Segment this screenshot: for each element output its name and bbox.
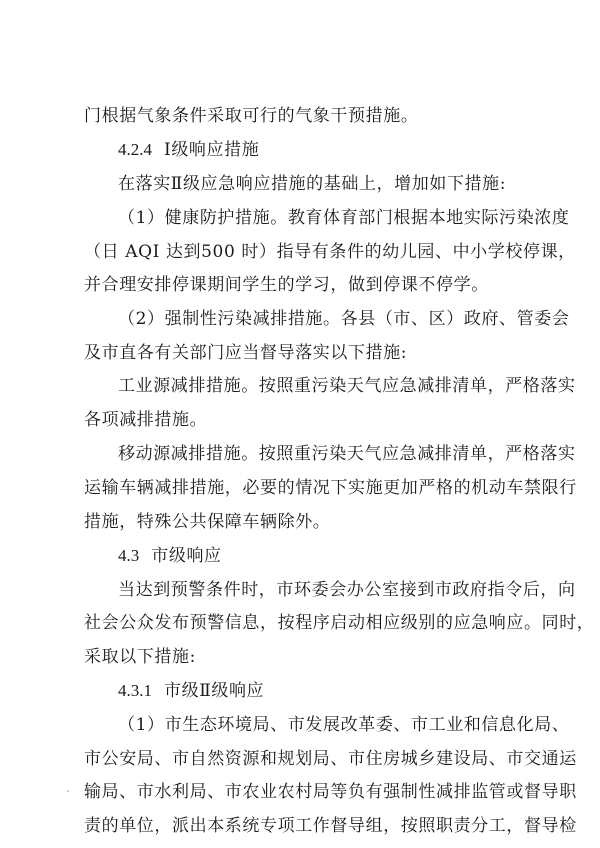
section-heading-4-2-4 (118, 139, 564, 161)
paragraph-line: 市公安局、市自然资源和规划局、市住房城乡建设局、市交通运 (84, 749, 577, 769)
paragraph-line: （1）健康防护措施。教育体育部门根据本地实际污染浓度 (118, 208, 570, 228)
paragraph-line: 工业源减排措施。按照重污染天气应急减排清单，严格落实 (118, 376, 576, 396)
paragraph-line: 及市直各有关部门应当督导落实以下措施: (84, 343, 408, 363)
section-number: 4.3 (118, 546, 140, 565)
paragraph-line: 采取以下措施: (84, 647, 196, 667)
section-title: Ⅰ级响应措施 (164, 140, 260, 160)
section-title: 市级响应 (151, 546, 222, 566)
paragraph-line: （日 AQI 达到500 时）指导有条件的幼儿园、中小学校停课， (84, 242, 576, 262)
paragraph-line: （1）市生态环境局、市发展改革委、市工业和信息化局、 (118, 715, 570, 735)
paragraph-line: 措施，特殊公共保障车辆除外。 (84, 512, 331, 532)
scan-speck (67, 790, 69, 792)
paragraph-line: 在落实Ⅱ级应急响应措施的基础上，增加如下措施: (118, 174, 507, 194)
paragraph-line: 当达到预警条件时，市环委会办公室接到市政府指令后，向 (118, 580, 576, 600)
paragraph-line: 责的单位，派出本系统专项工作督导组，按照职责分工，督导检 (84, 816, 577, 836)
paragraph-line: 并合理安排停课期间学生的学习，做到停课不停学。 (84, 275, 489, 295)
paragraph-line: 移动源减排措施。按照重污染天气应急减排清单，严格落实 (118, 444, 576, 464)
section-heading-4-3-1 (118, 680, 564, 702)
section-number: 4.2.4 (118, 140, 152, 159)
section-heading-4-3 (118, 545, 564, 567)
paragraph-line: 门根据气象条件采取可行的气象干预措施。 (84, 106, 419, 126)
paragraph-line: 各项减排措施。 (84, 410, 208, 430)
paragraph-line: 运输车辆减排措施，必要的情况下实施更加严格的机动车禁限行 (84, 478, 577, 498)
paragraph-line: 输局、市水利局、市农业农村局等负有强制性减排监管或督导职 (84, 782, 577, 802)
paragraph-line: （2）强制性污染减排措施。各县（市、区）政府、管委会 (118, 309, 570, 329)
paragraph-line: 社会公众发布预警信息，按程序启动相应级别的应急响应。同时， (84, 613, 595, 633)
section-title: 市级Ⅱ级响应 (164, 681, 265, 701)
section-number: 4.3.1 (118, 681, 152, 700)
